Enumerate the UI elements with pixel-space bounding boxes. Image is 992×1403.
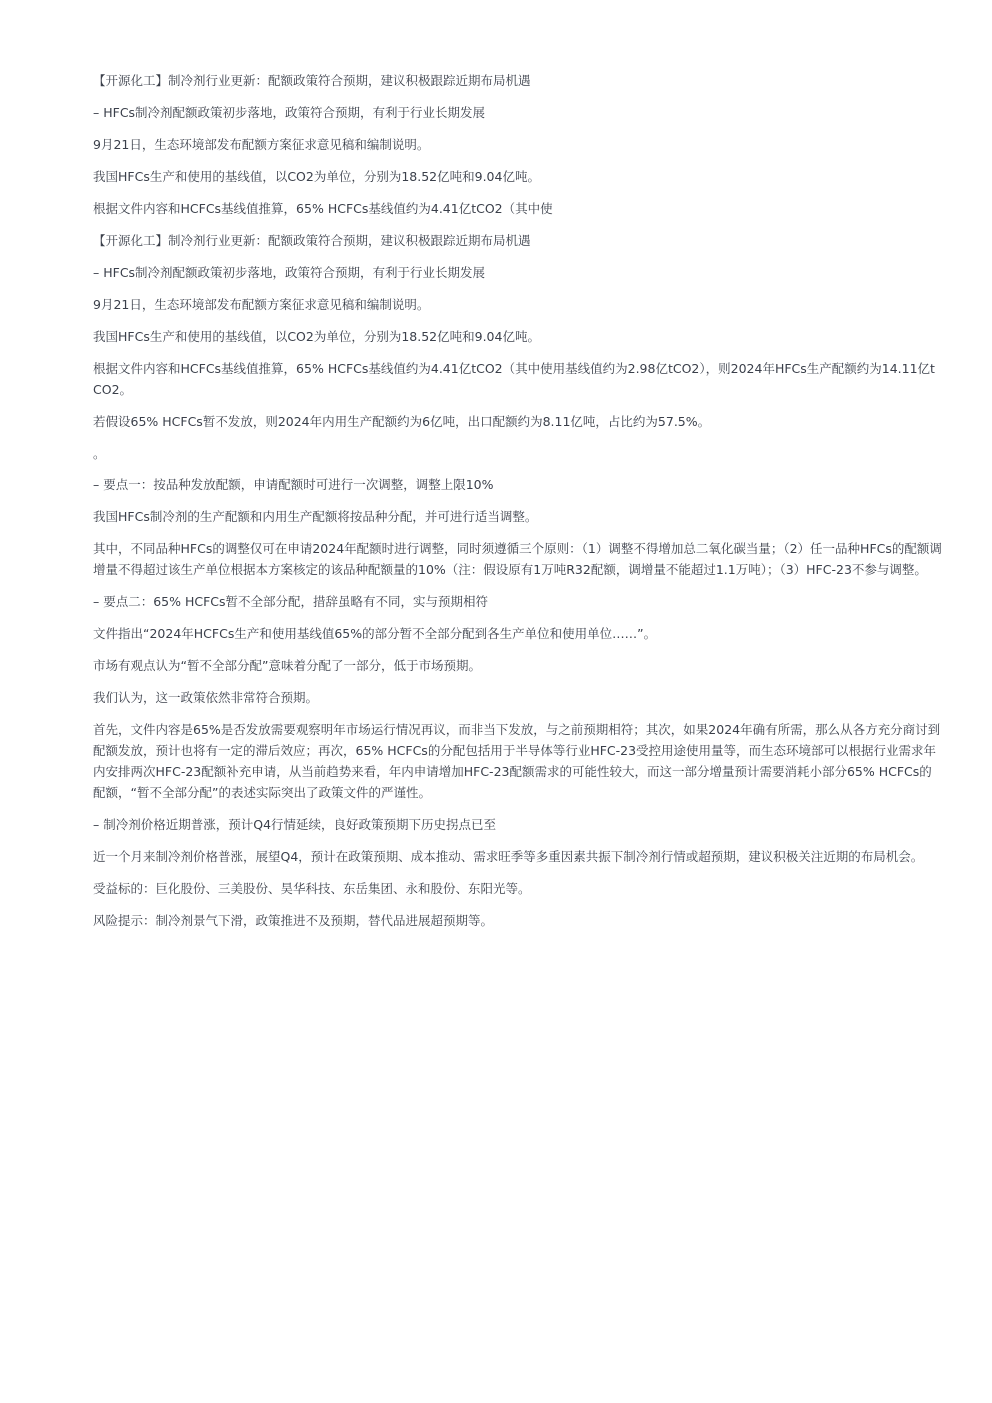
document-body bbox=[93, 70, 943, 942]
section-heading-paragraph: – HFCs制冷剂配额政策初步落地，政策符合预期，有利于行业长期发展 bbox=[93, 105, 486, 120]
section-heading-paragraph: – 制冷剂价格近期普涨，预计Q4行情延续，良好政策预期下历史拐点已至 bbox=[93, 817, 497, 832]
body-paragraph: 我国HFCs生产和使用的基线值，以CO2为单位，分别为18.52亿吨和9.04亿吨。 bbox=[93, 169, 540, 184]
headline-paragraph: 【开源化工】制冷剂行业更新：配额政策符合预期，建议积极跟踪近期布局机遇 bbox=[93, 233, 531, 248]
body-paragraph: 9月21日，生态环境部发布配额方案征求意见稿和编制说明。 bbox=[93, 137, 430, 152]
beneficiaries-paragraph: 受益标的：巨化股份、三美股份、昊华科技、东岳集团、永和股份、东阳光等。 bbox=[93, 881, 531, 896]
body-paragraph: 我们认为，这一政策依然非常符合预期。 bbox=[93, 690, 319, 705]
section-heading-paragraph: – HFCs制冷剂配额政策初步落地，政策符合预期，有利于行业长期发展 bbox=[93, 265, 486, 280]
body-paragraph: 根据文件内容和HCFCs基线值推算，65% HCFCs基线值约为4.41亿tCO2（其中使用基线值约为2.98亿tCO2），则2024年HFCs生产配额约为14.11亿tCO2。 bbox=[93, 361, 935, 397]
body-paragraph: 文件指出“2024年HCFCs生产和使用基线值65%的部分暂不全部分配到各生产单位和使用单位……”。 bbox=[93, 626, 657, 641]
body-paragraph: 市场有观点认为“暂不全部分配”意味着分配了一部分，低于市场预期。 bbox=[93, 658, 481, 673]
body-paragraph: 我国HFCs生产和使用的基线值，以CO2为单位，分别为18.52亿吨和9.04亿吨。 bbox=[93, 329, 540, 344]
risk-warning-paragraph: 风险提示：制冷剂景气下滑，政策推进不及预期，替代品进展超预期等。 bbox=[93, 913, 494, 928]
body-paragraph: 首先，文件内容是65%是否发放需要观察明年市场运行情况再议，而非当下发放，与之前预期相符；其次，如果2024年确有所需，那么从各方充分商讨到配额发放，预计也将有一定的滞后效应；再次，65% HCFCs的分配包括用于半导体等行业HFC-23受控用途使用量等，而生态环境部可以根据行业需求年内安排两次HFC-23配额补充申请，从当前趋势来看，年内申请增加HFC-23配额需求的可能性较大，而这一部分增量预计需要消耗小部分65% HCFCs的配额，“暂不全部分配”的表述实际突出了政策文件的严谨性。 bbox=[93, 722, 941, 800]
headline-paragraph: 【开源化工】制冷剂行业更新：配额政策符合预期，建议积极跟踪近期布局机遇 bbox=[93, 73, 531, 88]
body-paragraph: 若假设65% HCFCs暂不发放，则2024年内用生产配额约为6亿吨，出口配额约为8.11亿吨，占比约为57.5%。 bbox=[93, 414, 711, 429]
body-paragraph: 根据文件内容和HCFCs基线值推算，65% HCFCs基线值约为4.41亿tCO2（其中使 bbox=[93, 201, 553, 216]
body-paragraph: 其中，不同品种HFCs的调整仅可在申请2024年配额时进行调整，同时须遵循三个原则：（1）调整不得增加总二氧化碳当量；（2）任一品种HFCs的配额调增量不得超过该生产单位根据本方案核定的该品种配额量的10%（注：假设原有1万吨R32配额，调增量不能超过1.1万吨）；（3）HFC-23不参与调整。 bbox=[93, 541, 942, 577]
body-paragraph: 近一个月来制冷剂价格普涨，展望Q4，预计在政策预期、成本推动、需求旺季等多重因素共振下制冷剂行情或超预期，建议积极关注近期的布局机会。 bbox=[93, 849, 924, 864]
body-paragraph: 我国HFCs制冷剂的生产配额和内用生产配额将按品种分配，并可进行适当调整。 bbox=[93, 509, 538, 524]
body-paragraph: 9月21日，生态环境部发布配额方案征求意见稿和编制说明。 bbox=[93, 297, 430, 312]
section-heading-paragraph: – 要点一：按品种发放配额，申请配额时可进行一次调整，调整上限10% bbox=[93, 477, 494, 492]
punctuation-paragraph: 。 bbox=[93, 446, 106, 461]
section-heading-paragraph: – 要点二：65% HCFCs暂不全部分配，措辞虽略有不同，实与预期相符 bbox=[93, 594, 489, 609]
